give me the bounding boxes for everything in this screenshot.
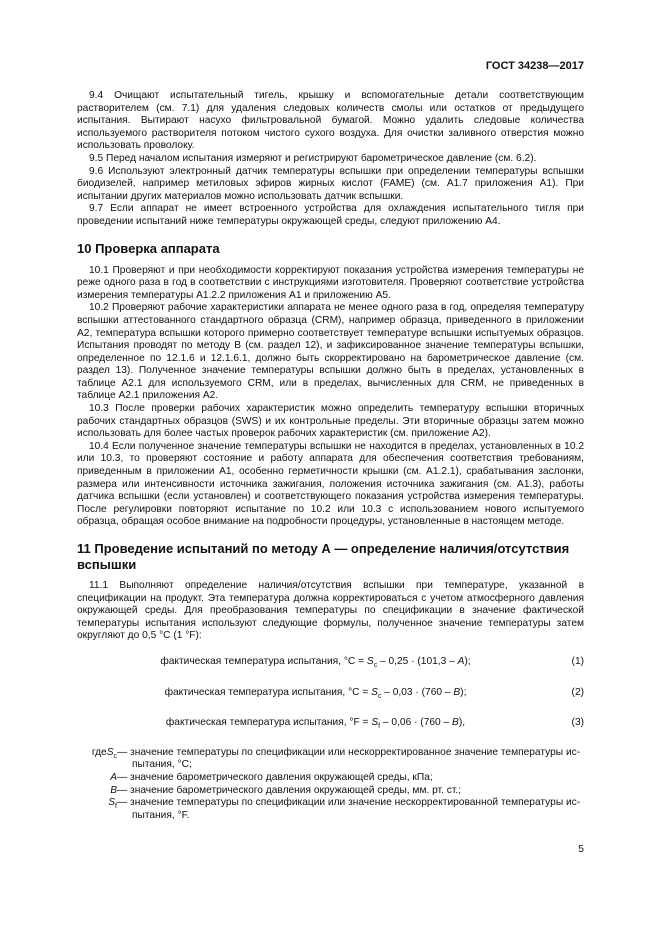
definition-symbol bbox=[77, 797, 117, 822]
formula-tail: ); bbox=[464, 655, 471, 667]
formula-lhs: фактическая температура испытания, °С = bbox=[160, 655, 367, 667]
definition-text bbox=[117, 785, 584, 798]
formula-rvar: B bbox=[452, 717, 459, 729]
definition-var: S bbox=[106, 746, 114, 758]
formula-number: (3) bbox=[571, 717, 584, 729]
definition-symbol bbox=[77, 747, 117, 772]
formula-rhs: – 0,06 · (760 – bbox=[380, 717, 453, 729]
formula-1 bbox=[77, 656, 584, 673]
formula-sub: f bbox=[378, 723, 381, 731]
definition-row bbox=[77, 797, 584, 822]
variable-definitions bbox=[77, 747, 584, 823]
formula-sub: c bbox=[377, 692, 382, 700]
where-intro: где bbox=[91, 746, 107, 758]
definition-var: A bbox=[110, 772, 117, 784]
definition-text bbox=[117, 797, 584, 822]
section-11-heading bbox=[77, 541, 584, 573]
paragraph-text: 10.4 Если полученное значение температуры вспышки не находится в пределах, установленных в 10.2 или 10.3, то проверяют состояние и работу аппарата для обеспечения соответствия требованиям, приведенным в приложении А1, особенно герметичности крышки (см. А1.2.1), срабатывания заслонки, размера или интенсивности источника зажигания, положения источника зажигания (см. А1.3), работы датчика вспышки (если установлен) и соответствующего показания устройства измерения температуры. После регулировки повторяют испытание по 10.2 или 10.3 с использованием нового испытуемого образца, обращая особое внимание на подробности процедуры, установленные в настоящем методе. bbox=[77, 440, 584, 528]
definition-line: — значение барометрического давления окружающей среды, кПа; bbox=[117, 772, 433, 784]
definition-row bbox=[77, 772, 584, 785]
section-11-heading-line1: 11 Проведение испытаний по методу А — определение наличия/отсутствия bbox=[77, 541, 570, 556]
paragraph-text: 11.1 Выполняют определение наличия/отсутствия вспышки при температуре, указанной в спецификации на продукт. Эта температура должна корректироваться с учетом атмосферного давления окружающей среды. Для преобразования температуры по спецификации в значение фактической температуры испытания используют следующие формулы, полученное значение температуры затем округляют до 0,5 °С (1 °F): bbox=[77, 580, 584, 642]
definition-line: — значение температуры по спецификации или нескорректированное значение температуры ис- bbox=[117, 746, 581, 758]
definition-sub: c bbox=[113, 752, 117, 760]
definition-continuation: пытания, °С; bbox=[132, 759, 192, 771]
definition-continuation: пытания, °F. bbox=[132, 809, 190, 821]
definition-var: B bbox=[110, 784, 117, 796]
formula-expression bbox=[77, 687, 554, 704]
paragraph-10-2 bbox=[77, 302, 584, 403]
paragraph-10-1 bbox=[77, 265, 584, 303]
page-number: 5 bbox=[578, 843, 584, 855]
formula-number: (2) bbox=[571, 686, 584, 698]
paragraph-text: 10.3 После проверки рабочих характеристик можно определить температуру вспышки вторичных рабочих стандартных образцов (SWS) и их контрольные пределы. Эти вторичные образцы затем можно использовать для более частых проверок рабочих характеристик (см. приложение А2). bbox=[77, 403, 584, 440]
paragraph-9-6 bbox=[77, 166, 584, 204]
paragraph-text: 9.7 Если аппарат не имеет встроенного устройства для охлаждения испытательного тигля при проведении испытаний ниже температуры окружающей среды, следуют приложению А4. bbox=[77, 203, 584, 227]
formula-3 bbox=[77, 717, 584, 734]
paragraph-9-7 bbox=[77, 203, 584, 228]
paragraph-10-3 bbox=[77, 403, 584, 441]
formula-rvar: A bbox=[457, 655, 465, 667]
document-body bbox=[77, 90, 584, 822]
definition-var: S bbox=[108, 797, 116, 809]
formula-rvar: B bbox=[453, 686, 461, 698]
paragraph-text: 9.5 Перед началом испытания измеряют и регистрируют барометрическое давление (см. 6.2). bbox=[89, 152, 537, 164]
section-10-heading: 10 Проверка аппарата bbox=[77, 240, 220, 256]
formula-2 bbox=[77, 687, 584, 704]
formula-var: S bbox=[366, 655, 374, 667]
formula-expression bbox=[77, 656, 554, 673]
paragraph-9-4 bbox=[77, 90, 584, 153]
formula-var: S bbox=[371, 717, 379, 729]
definition-text bbox=[117, 747, 584, 772]
formula-expression bbox=[77, 717, 554, 734]
formula-tail: ); bbox=[460, 686, 467, 698]
formula-number: (1) bbox=[571, 655, 584, 667]
formula-lhs: фактическая температура испытания, °F = bbox=[165, 717, 372, 729]
definition-text bbox=[117, 772, 584, 785]
definition-line: — значение температуры по спецификации или значение нескорректированной температуры ис- bbox=[117, 797, 581, 809]
definition-row bbox=[77, 747, 584, 772]
definition-symbol bbox=[77, 772, 117, 785]
paragraph-text: 9.4 Очищают испытательный тигель, крышку и вспомогательные детали соответствующим растворителем (см. 7.1) для удаления следовых количеств смолы или остатков от предыдущего испытания. Вытирают насухо фильтровальной бумагой. Можно удалить следовые количества используемого растворителя потоком чистого сухого воздуха. Для очистки заливного отверстия можно использовать проволоку. bbox=[77, 90, 584, 152]
paragraph-9-5 bbox=[77, 153, 584, 166]
definition-symbol bbox=[77, 785, 117, 798]
definition-sub: f bbox=[115, 803, 117, 811]
paragraph-text: 10.2 Проверяют рабочие характеристики аппарата не менее одного раза в год, определяя температуру вспышки аттестованного стандартного образца (CRM), например образца, приведенного в приложении А2, температура вспышки которого примерно соответствует температуре вспышки испытуемых образцов. Испытания проводят по методу В (см. раздел 12), и зафиксированное значение температуры вспышки, определенное по 12.1.6 и 12.1.6.1, должно быть скорректировано на барометрическое давление (см. раздел 13). Полученное значение температуры вспышки должно быть в пределах, установленных в таблице А2.1 для используемого CRM, или в пределах, вычисленных для CRM, не приведенных в таблице А2.1 приложения А2. bbox=[77, 302, 584, 402]
paragraph-text: 10.1 Проверяют и при необходимости корректируют показания устройства измерения температуры не реже одного раза в год в соответствии с инструкциями изготовителя. Проверяют соответствие устройства измерения температуры А1.2.2 приложения А1 и приложению А5. bbox=[77, 264, 584, 301]
formula-lhs: фактическая температура испытания, °С = bbox=[164, 686, 372, 698]
section-11-heading-line2: вспышки bbox=[77, 557, 137, 572]
paragraph-text: 9.6 Используют электронный датчик температуры вспышки при определении температуры вспышки биодизелей, например метиловых эфиров жирных кислот (FAME) (см. А1.7 приложения А1). При испытании других материалов можно использовать датчик вспышки. bbox=[77, 165, 584, 202]
definition-row bbox=[77, 785, 584, 798]
formula-var: S bbox=[371, 686, 378, 698]
definition-line: — значение барометрического давления окружающей среды, мм. рт. ст.; bbox=[117, 784, 462, 796]
formula-rhs: – 0,03 · (760 – bbox=[381, 686, 454, 698]
formula-rhs: – 0,25 · (101,3 – bbox=[377, 655, 458, 667]
paragraph-11-1 bbox=[77, 580, 584, 643]
document-code-header: ГОСТ 34238—2017 bbox=[485, 60, 584, 72]
paragraph-10-4 bbox=[77, 441, 584, 529]
formula-tail: ), bbox=[458, 717, 466, 729]
formula-sub: c bbox=[373, 662, 378, 669]
